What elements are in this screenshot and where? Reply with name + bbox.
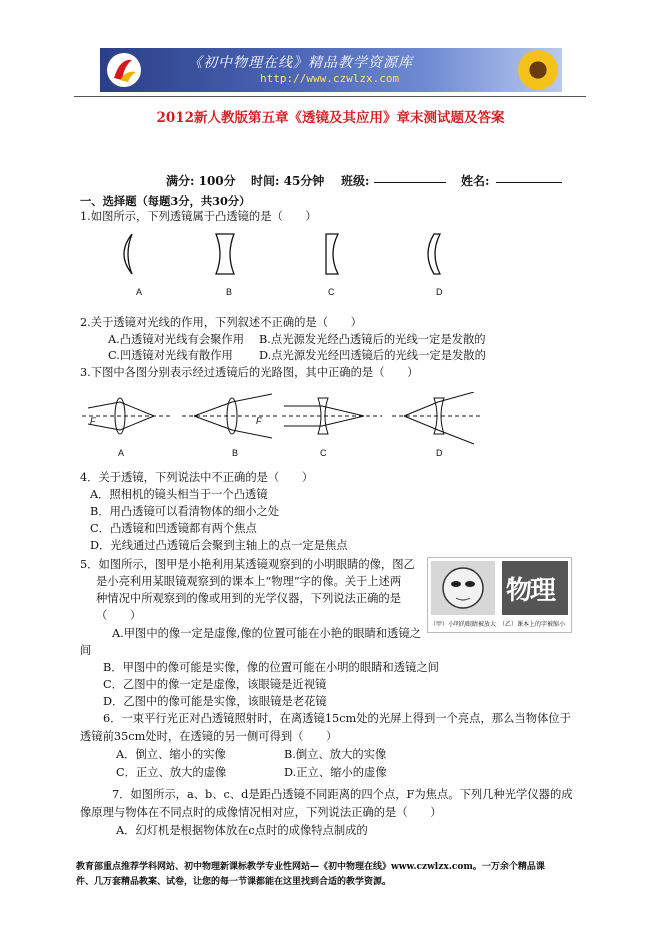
- q6-option-d[interactable]: D.正立、缩小的虚像: [284, 766, 387, 779]
- q1-label-d: D: [436, 287, 443, 297]
- q1-label-c: C: [328, 287, 335, 297]
- q5-stem-line2: 是小亮利用某眼镜观察到的课本上“物理”字的像。关于上述两: [96, 575, 402, 588]
- section-heading: 一、选择题（每题3分，共30分）: [80, 194, 251, 208]
- name-blank[interactable]: [496, 170, 562, 183]
- banner-title: 《初中物理在线》精品教学资源库: [188, 55, 413, 71]
- score-label: 满分: 100分: [166, 174, 236, 188]
- q2-option-c[interactable]: C.凹透镜对光线有散作用: [108, 349, 233, 362]
- q1-label-b: B: [226, 287, 233, 297]
- q5-photo-word: 物理: [506, 576, 555, 606]
- time-label: 时间: 45分钟: [251, 174, 325, 188]
- page-footer: [76, 860, 596, 890]
- q6-option-c[interactable]: C．正立、放大的虚像: [116, 766, 227, 779]
- q5-photo: [427, 557, 572, 633]
- q2-stem: 2.关于透镜对光线的作用，下列叙述不正确的是（ ）: [80, 316, 362, 329]
- q5-option-a-line2[interactable]: 间: [80, 644, 92, 657]
- q3-label-d: D: [436, 448, 443, 458]
- sunflower-icon: [518, 50, 558, 90]
- q3-stem: 3.下图中各图分别表示经过透镜后的光路图，其中正确的是（ ）: [80, 366, 419, 379]
- header-divider: [74, 96, 586, 97]
- q5-photo-caption: （甲）小明的眼睛被放大 （乙）课本上的字被缩小: [430, 621, 566, 628]
- q2-option-b[interactable]: B.点光源发光经凸透镜后的光线一定是发散的: [259, 333, 486, 346]
- banner-url[interactable]: http://www.czwlzx.com: [260, 72, 400, 85]
- q7-stem-line2: 像原理与物体在不同点时的成像情况相对应，下列说法正确的是（ ）: [80, 806, 442, 819]
- q5-option-a-line1[interactable]: A.甲图中的像一定是虚像,像的位置可能在小艳的眼睛和透镜之: [112, 627, 422, 640]
- q5-option-d[interactable]: D．乙图中的像可能是实像，该眼镜是老花镜: [103, 695, 327, 708]
- q5-option-b[interactable]: B．甲图中的像可能是实像，像的位置可能在小明的眼睛和透镜之间: [103, 661, 439, 674]
- class-label: 班级:: [341, 174, 370, 188]
- q6-option-a[interactable]: A．倒立、缩小的实像: [116, 748, 226, 761]
- q3-focus-b: F: [256, 416, 262, 426]
- q6-stem-line1: 6．一束平行光正对凸透镜照射时，在离透镜15cm处的光屏上得到一个亮点，那么当物体位于: [103, 712, 571, 725]
- q1-stem: 1.如图所示，下列透镜属于凸透镜的是（ ）: [80, 210, 317, 223]
- q3-label-b: B: [232, 448, 239, 458]
- q4-option-a[interactable]: A．照相机的镜头相当于一个凸透镜: [90, 488, 268, 501]
- header-banner: [100, 48, 562, 92]
- q2-option-d[interactable]: D.点光源发光经凹透镜后的光线一定是发散的: [259, 349, 486, 362]
- q6-stem-line2: 透镜前35cm处时，在透镜的另一侧可得到（ ）: [80, 730, 338, 743]
- document-title: 2012新人教版第五章《透镜及其应用》章末测试题及答案: [156, 110, 505, 126]
- q5-stem-line4: （ ）: [96, 609, 142, 622]
- q4-option-c[interactable]: C．凸透镜和凹透镜都有两个焦点: [90, 522, 257, 535]
- footer-line1: 教育部重点推荐学科网站、初中物理新课标教学专业性网站—《初中物理在线》www.czwlzx.com。一万余个精品课: [76, 862, 545, 872]
- q5-stem-line3: 种情况中所观察到的像或用到的光学仪器，下列说法正确的是: [96, 592, 402, 605]
- q4-option-b[interactable]: B．用凸透镜可以看清物体的细小之处: [90, 505, 280, 518]
- name-label: 姓名:: [461, 174, 490, 188]
- q1-lens-figure: [110, 228, 490, 300]
- site-logo-icon: [106, 52, 142, 88]
- q3-label-c: C: [320, 448, 327, 458]
- q5-stem-line1: 5．如图所示，图甲是小艳利用某透镜观察到的小明眼睛的像，图乙: [80, 558, 415, 571]
- q6-option-b[interactable]: B.倒立、放大的实像: [284, 748, 387, 761]
- q4-stem: 4．关于透镜，下列说法中不正确的是（ ）: [80, 471, 314, 484]
- q2-option-a[interactable]: A.凸透镜对光线有会聚作用: [108, 333, 245, 346]
- q5-option-c[interactable]: C．乙图中的像一定是虚像，该眼镜是近视镜: [103, 678, 327, 691]
- q1-label-a: A: [136, 287, 143, 297]
- q3-label-a: A: [118, 448, 125, 458]
- q4-option-d[interactable]: D．光线通过凸透镜后会聚到主轴上的点一定是焦点: [90, 539, 348, 552]
- q7-stem-line1: 7．如图所示，a、b、c、d是距凸透镜不同距离的四个点，F为焦点。下列几种光学仪器的成: [112, 788, 573, 801]
- q3-lightpath-figure: [82, 392, 482, 448]
- q3-focus-a: F: [90, 416, 96, 426]
- class-blank[interactable]: [374, 170, 446, 183]
- q7-option-a[interactable]: A．幻灯机是根据物体放在c点时的成像特点制成的: [116, 824, 368, 837]
- footer-line2: 件、几万套精品教案、试卷，让您的每一节课都能在这里找到合适的教学资源。: [76, 877, 392, 887]
